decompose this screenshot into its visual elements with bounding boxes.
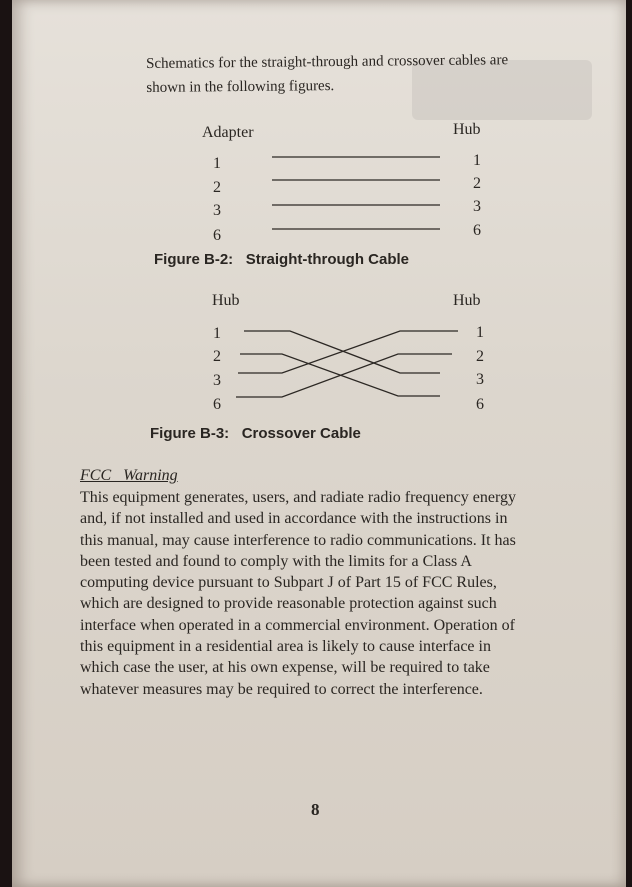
fcc-line: interface when operated in a commercial environment. Operation of xyxy=(80,616,515,634)
b3-left-pin: 1 xyxy=(213,325,221,342)
intro-line: Schematics for the straight-through and crossover cables are xyxy=(146,52,509,72)
fcc-line: This equipment generates, users, and radiate radio frequency energy xyxy=(80,489,516,506)
b3-left-label: Hub xyxy=(212,292,240,309)
fcc-line: been tested and found to comply with the limits for a Class A xyxy=(80,552,472,570)
fcc-line: whatever measures may be required to correct the interference. xyxy=(80,680,483,698)
b3-left-pin: 6 xyxy=(213,396,221,413)
b3-caption-title: Crossover Cable xyxy=(241,425,361,442)
b2-left-pin: 2 xyxy=(213,179,221,196)
b2-caption-number: Figure B-2: xyxy=(154,251,234,268)
b2-left-label: Adapter xyxy=(202,124,254,141)
b2-left-pin: 3 xyxy=(213,202,221,219)
b3-right-pin: 1 xyxy=(476,324,484,341)
fcc-line: which are designed to provide reasonable protection against such xyxy=(80,595,497,613)
intro-line: shown in the following figures. xyxy=(146,78,335,96)
b3-left-pin: 2 xyxy=(213,348,221,365)
b2-caption-title: Straight-through Cable xyxy=(245,251,410,268)
fcc-line: this manual, may cause interference to radio communications. It has xyxy=(80,531,516,549)
b2-right-label: Hub xyxy=(453,121,481,138)
fcc-line: computing device pursuant to Subpart J of Part 15 of FCC Rules, xyxy=(80,574,497,592)
b2-right-pin: 3 xyxy=(473,198,481,215)
crossover-wire-6-to-2 xyxy=(236,354,452,397)
b2-left-pin: 1 xyxy=(213,155,221,172)
b3-right-pin: 6 xyxy=(476,396,484,413)
fcc-warning-title: FCC Warning xyxy=(80,467,178,484)
fcc-line: and, if not installed and used in accordance with the instructions in xyxy=(80,510,508,528)
fcc-warning-body xyxy=(80,487,580,700)
b3-caption-number: Figure B-3: xyxy=(150,425,230,442)
b3-right-pin: 2 xyxy=(476,348,484,365)
fcc-line: this equipment in a residential area is likely to cause interface in xyxy=(80,638,491,656)
b3-right-label: Hub xyxy=(453,292,481,309)
b2-right-pin: 6 xyxy=(473,222,481,239)
crossover-wires xyxy=(236,331,458,397)
b3-right-pin: 3 xyxy=(476,371,484,388)
b2-left-pin: 6 xyxy=(213,227,221,244)
fcc-line: which case the user, at his own expense, will be required to take xyxy=(80,659,490,677)
page-number: 8 xyxy=(311,800,320,819)
b2-right-pin: 1 xyxy=(473,152,481,169)
crossover-wire-3-to-1 xyxy=(238,331,458,373)
b3-left-pin: 3 xyxy=(213,372,221,389)
b2-right-pin: 2 xyxy=(473,175,481,192)
straight-through-wires xyxy=(272,157,440,229)
